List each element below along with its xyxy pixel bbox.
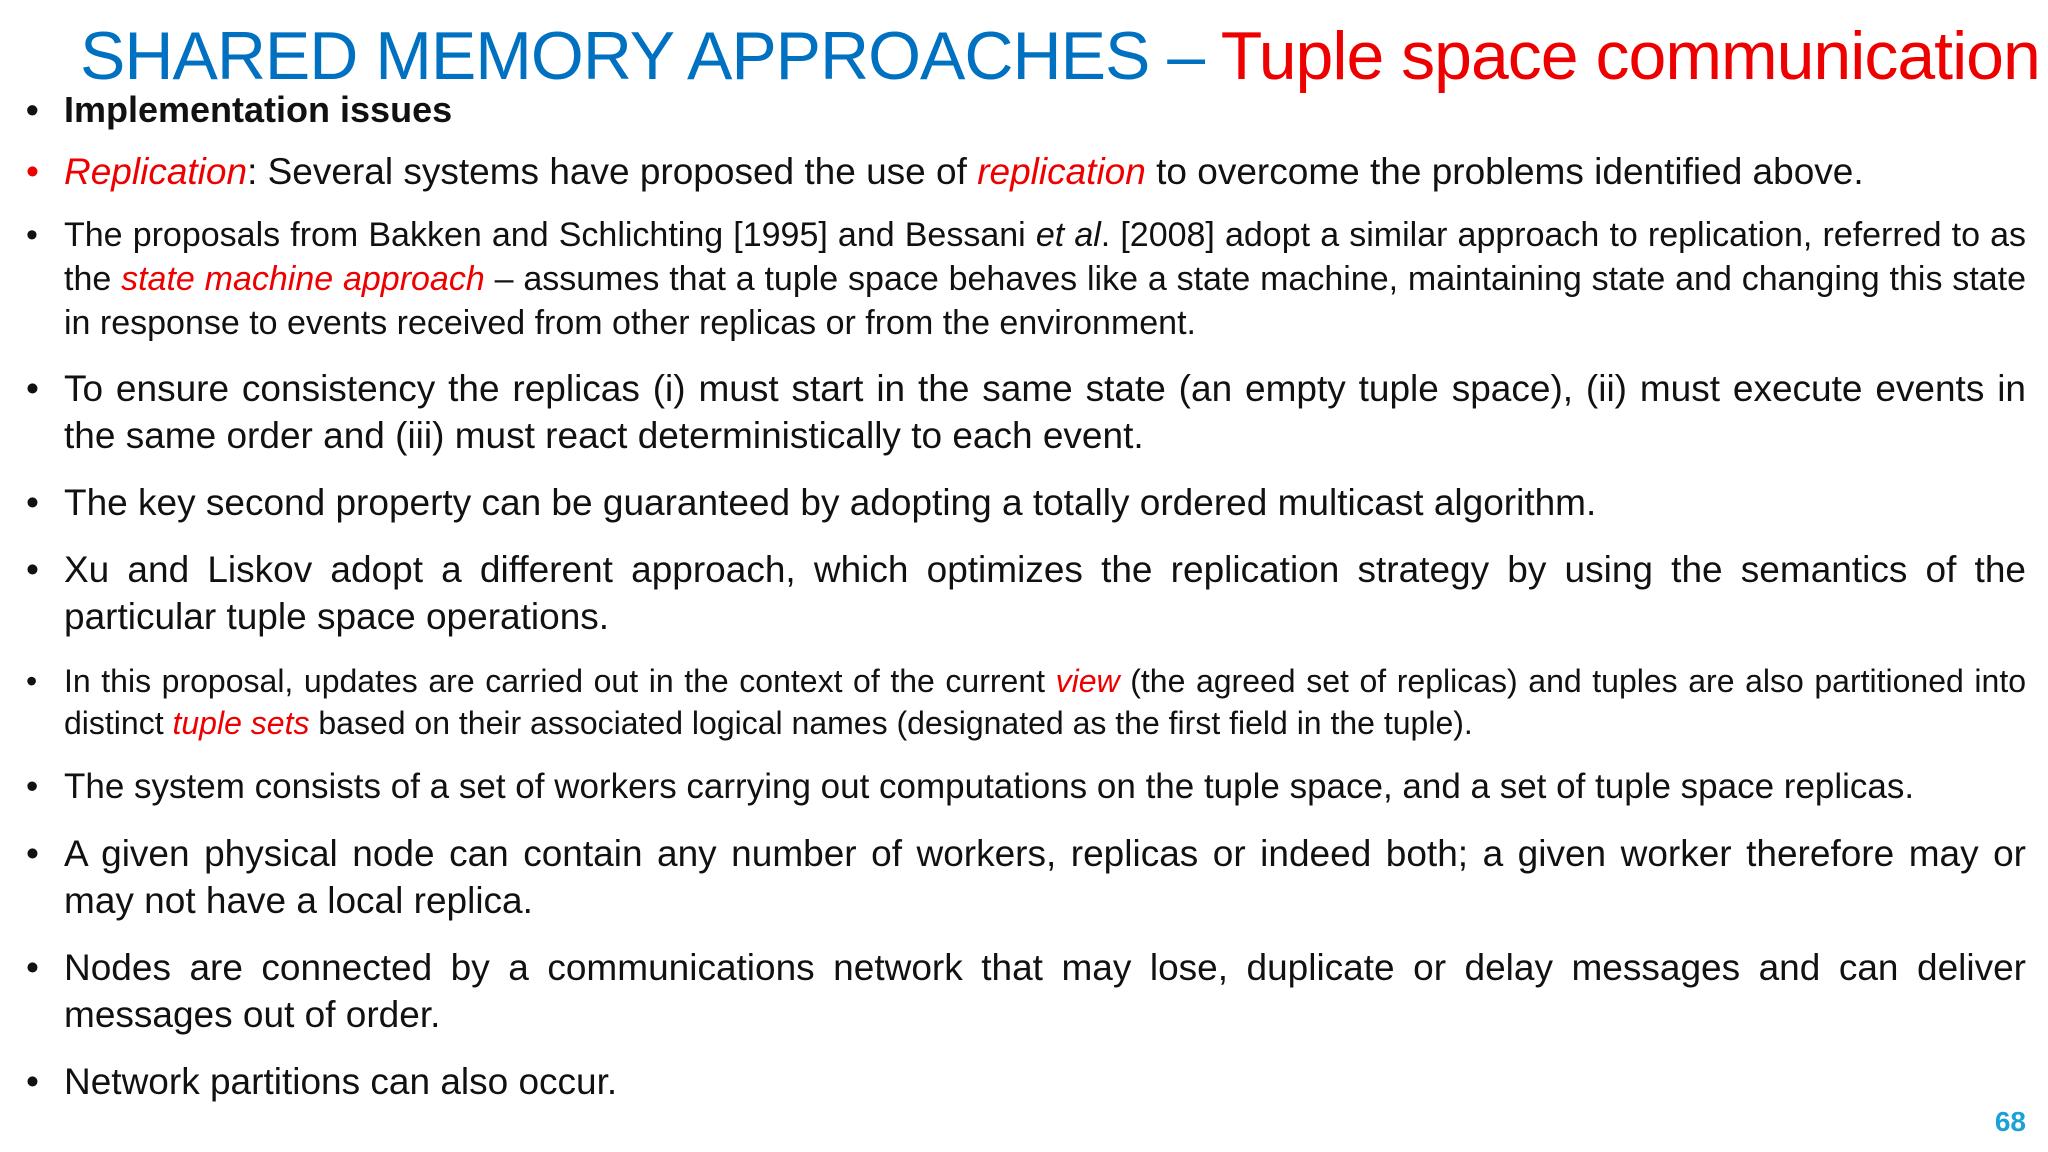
bullet-physical-node bbox=[26, 830, 2026, 924]
bullet-view-tuple-sets bbox=[26, 660, 2026, 744]
bullet-list bbox=[26, 86, 2026, 1105]
page-number: 68 bbox=[1994, 1106, 2026, 1137]
bullet-text: In this proposal, updates are carried out in the context of the current bbox=[64, 663, 1056, 699]
bullet-consistency bbox=[26, 365, 2026, 459]
slide-title-topic: Tuple space communication bbox=[1220, 18, 2040, 94]
highlight-term: tuple sets bbox=[172, 705, 310, 741]
bullet-dot-icon: • bbox=[26, 549, 39, 590]
bullet-text: To ensure consistency the replicas (i) must start in the same state (an empty tuple space), (ii) must execute events in the same order and (iii) must react deterministically to each event. bbox=[64, 368, 2026, 456]
highlight-term: Replication bbox=[64, 151, 248, 192]
slide-title-main: SHARED MEMORY APPROACHES – bbox=[80, 18, 1221, 94]
bullet-dot-icon: • bbox=[26, 89, 39, 130]
bullet-text: Nodes are connected by a communications network that may lose, duplicate or delay messages and can deliver messages out of order. bbox=[64, 947, 2026, 1035]
bullet-dot-icon: • bbox=[26, 151, 39, 192]
bullet-text: : Several systems have proposed the use of bbox=[247, 151, 978, 192]
bullet-text: based on their associated logical names (designated as the first field in the tuple). bbox=[309, 705, 1473, 741]
bullet-dot-icon: • bbox=[26, 1061, 39, 1102]
bullet-text: The key second property can be guaranteed by adopting a totally ordered multicast algorithm. bbox=[64, 482, 1597, 523]
bullet-implementation-issues bbox=[26, 86, 2026, 134]
italic-term: et al bbox=[1035, 216, 1101, 254]
bullet-text: A given physical node can contain any number of workers, replicas or indeed both; a given worker therefore may or may not have a local replica. bbox=[64, 833, 2026, 921]
bullet-dot-icon: • bbox=[26, 767, 39, 806]
highlight-term: state machine approach bbox=[121, 260, 485, 298]
highlight-term: replication bbox=[977, 151, 1146, 192]
bullet-text: (the agreed set of replicas) and tuples are also partitioned into distinct bbox=[64, 663, 2027, 741]
bullet-state-machine bbox=[26, 213, 2026, 345]
bullet-dot-icon: • bbox=[26, 482, 39, 523]
bullet-text: Implementation issues bbox=[64, 89, 453, 130]
bullet-text: – assumes that a tuple space behaves like a state machine, maintaining state and changing this state in response to events received from other replicas or from the environment. bbox=[64, 260, 2026, 342]
slide-content bbox=[26, 86, 2026, 1105]
highlight-term: view bbox=[1055, 663, 1120, 699]
bullet-xu-liskov bbox=[26, 546, 2026, 640]
bullet-text: Xu and Liskov adopt a different approach, which optimizes the replication strategy by using the semantics of the particular tuple space operations. bbox=[64, 549, 2026, 637]
bullet-replication bbox=[26, 148, 2026, 196]
bullet-dot-icon: • bbox=[26, 216, 38, 254]
bullet-network bbox=[26, 944, 2026, 1038]
bullet-text: The system consists of a set of workers carrying out computations on the tuple space, and a set of tuple space replicas. bbox=[64, 767, 1915, 806]
bullet-text: to overcome the problems identified above. bbox=[1145, 151, 1864, 192]
bullet-text: . [2008] adopt a similar approach to replication, referred to as the bbox=[64, 216, 2027, 298]
bullet-dot-icon: • bbox=[26, 663, 38, 699]
bullet-dot-icon: • bbox=[26, 833, 39, 874]
bullet-text: Network partitions can also occur. bbox=[64, 1061, 618, 1102]
bullet-workers-replicas bbox=[26, 764, 2026, 810]
bullet-text: The proposals from Bakken and Schlichting [1995] and Bessani bbox=[64, 216, 1036, 254]
bullet-dot-icon: • bbox=[26, 947, 39, 988]
bullet-partitions bbox=[26, 1058, 2026, 1105]
bullet-key-property bbox=[26, 479, 2026, 526]
bullet-dot-icon: • bbox=[26, 368, 39, 409]
